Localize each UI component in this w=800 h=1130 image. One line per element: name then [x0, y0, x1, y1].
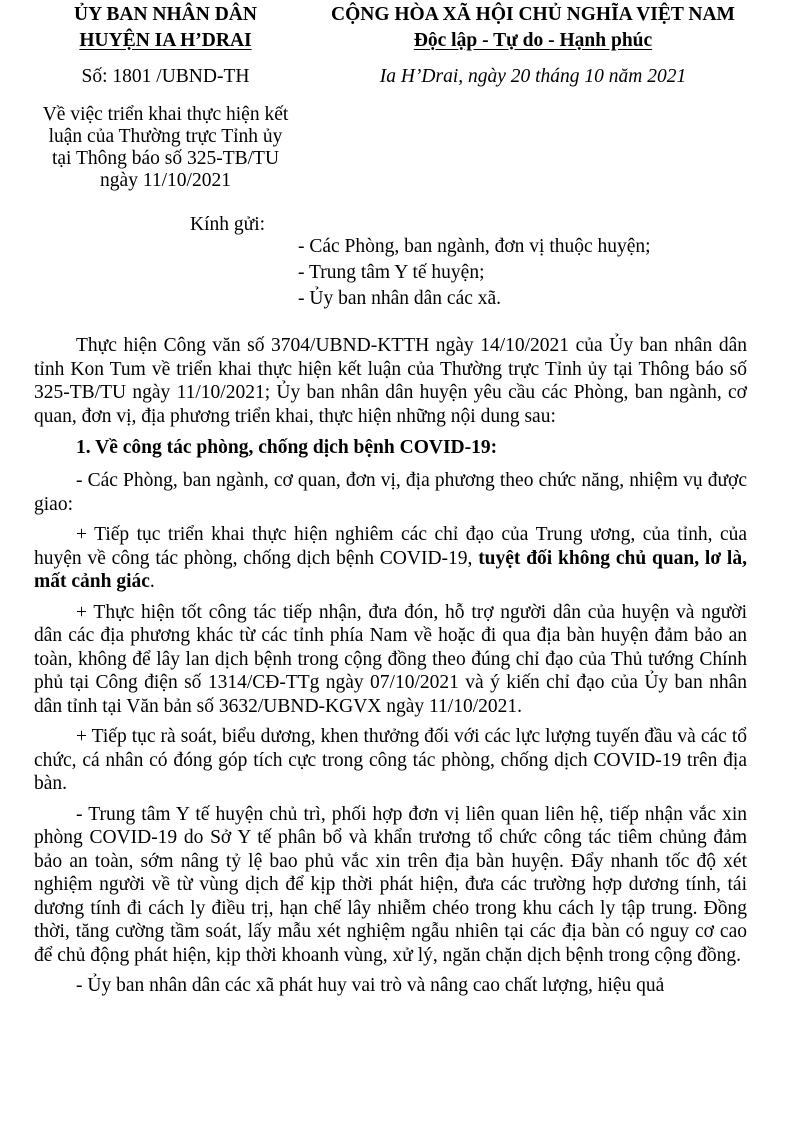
recipients-list	[298, 234, 768, 312]
place-and-date: Ia H’Drai, ngày 20 tháng 10 năm 2021	[379, 66, 687, 87]
paragraph-end: .	[149, 571, 155, 592]
document-number: Số: 1801 /UBND-TH	[81, 66, 250, 87]
issuing-agency-block	[38, 2, 293, 192]
paragraph-reception-support: + Thực hiện tốt công tác tiếp nhận, đưa đón, hỗ trợ người dân của huyện và người dân các địa phương khác từ các tỉnh phía Nam về hoặc đi qua địa bàn huyện đảm bảo an toàn, không để lây lan dịch bệnh trong cộng đồng theo đúng chỉ đạo của Thủ tướng Chính phủ tại Công điện số 1314/CĐ-TTg ngày 07/10/2021 và ý kiến chỉ đạo của Ủy ban nhân dân tỉnh tại Văn bản số 3632/UBND-KGVX ngày 11/10/2021.	[34, 601, 747, 717]
national-motto: Độc lập - Tự do - Hạnh phúc	[413, 30, 653, 51]
national-header-block	[298, 2, 768, 90]
intro-paragraph: Thực hiện Công văn số 3704/UBND-KTTH ngày 14/10/2021 của Ủy ban nhân dân tỉnh Kon Tum về triển khai thực hiện kết luận của Thường trực Tỉnh ủy tại Thông báo số 325-TB/TU ngày 11/10/2021; Ủy ban nhân dân huyện yêu cầu các Phòng, ban ngành, cơ quan, đơn vị, địa phương triển khai, thực hiện những nội dung sau:	[34, 335, 747, 427]
document-subject: Về việc triển khai thực hiện kết luận của Thường trực Tỉnh ủy tại Thông báo số 325-TB/TU ngày 11/10/2021	[42, 104, 289, 191]
document-body	[34, 334, 747, 1005]
paragraph-strict-implementation	[34, 523, 747, 594]
recipient-item: - Ủy ban nhân dân các xã.	[298, 288, 502, 309]
paragraph-agencies-duties: - Các Phòng, ban ngành, cơ quan, đơn vị, địa phương theo chức năng, nhiệm vụ được giao:	[34, 470, 747, 515]
recipient-item: - Các Phòng, ban ngành, đơn vị thuộc huyện;	[298, 236, 651, 257]
section-1-heading: 1. Về công tác phòng, chống dịch bệnh COVID-19:	[76, 437, 498, 458]
recipient-item: - Trung tâm Y tế huyện;	[298, 262, 485, 283]
emphasis-text: tuyệt đối không chủ quan, lơ là, mất cảnh giác	[34, 547, 747, 592]
paragraph-text: + Tiếp tục triển khai thực hiện nghiêm các chỉ đạo của Trung ương, của tỉnh, của huyện về công tác phòng, chống dịch bệnh COVID-19,	[34, 524, 747, 569]
agency-name-line1: ỦY BAN NHÂN DÂN	[74, 4, 257, 25]
agency-name-line2: HUYỆN IA H’DRAI	[79, 30, 252, 51]
paragraph-commendation: + Tiếp tục rà soát, biểu dương, khen thưởng đối với các lực lượng tuyến đầu và các tổ chức, cá nhân có đóng góp tích cực trong công tác phòng, chống dịch COVID-19 trên địa bàn.	[34, 726, 747, 794]
paragraph-commune-committees: - Ủy ban nhân dân các xã phát huy vai trò và nâng cao chất lượng, hiệu quả	[76, 975, 665, 996]
recipients-label: Kính gửi:	[190, 214, 266, 235]
paragraph-health-center: - Trung tâm Y tế huyện chủ trì, phối hợp đơn vị liên quan liên hệ, tiếp nhận vắc xin phòng COVID-19 do Sở Y tế phân bổ và khẩn trương tổ chức công tác tiêm chủng đảm bảo an toàn, sớm nâng tỷ lệ bao phủ vắc xin trên địa bàn huyện. Đẩy nhanh tốc độ xét nghiệm người về từ vùng dịch để kịp thời phát hiện, đưa các trường hợp dương tính, tái dương tính đi cách ly điều trị, hạn chế lây nhiễm chéo trong khu cách ly tập trung. Đồng thời, tăng cường tầm soát, lấy mẫu xét nghiệm ngẫu nhiên tại các địa bàn có nguy cơ cao để chủ động phát hiện, kịp thời khoanh vùng, xử lý, ngăn chặn dịch bệnh trong cộng đồng.	[34, 803, 747, 966]
country-name: CỘNG HÒA XÃ HỘI CHỦ NGHĨA VIỆT NAM	[331, 4, 735, 25]
